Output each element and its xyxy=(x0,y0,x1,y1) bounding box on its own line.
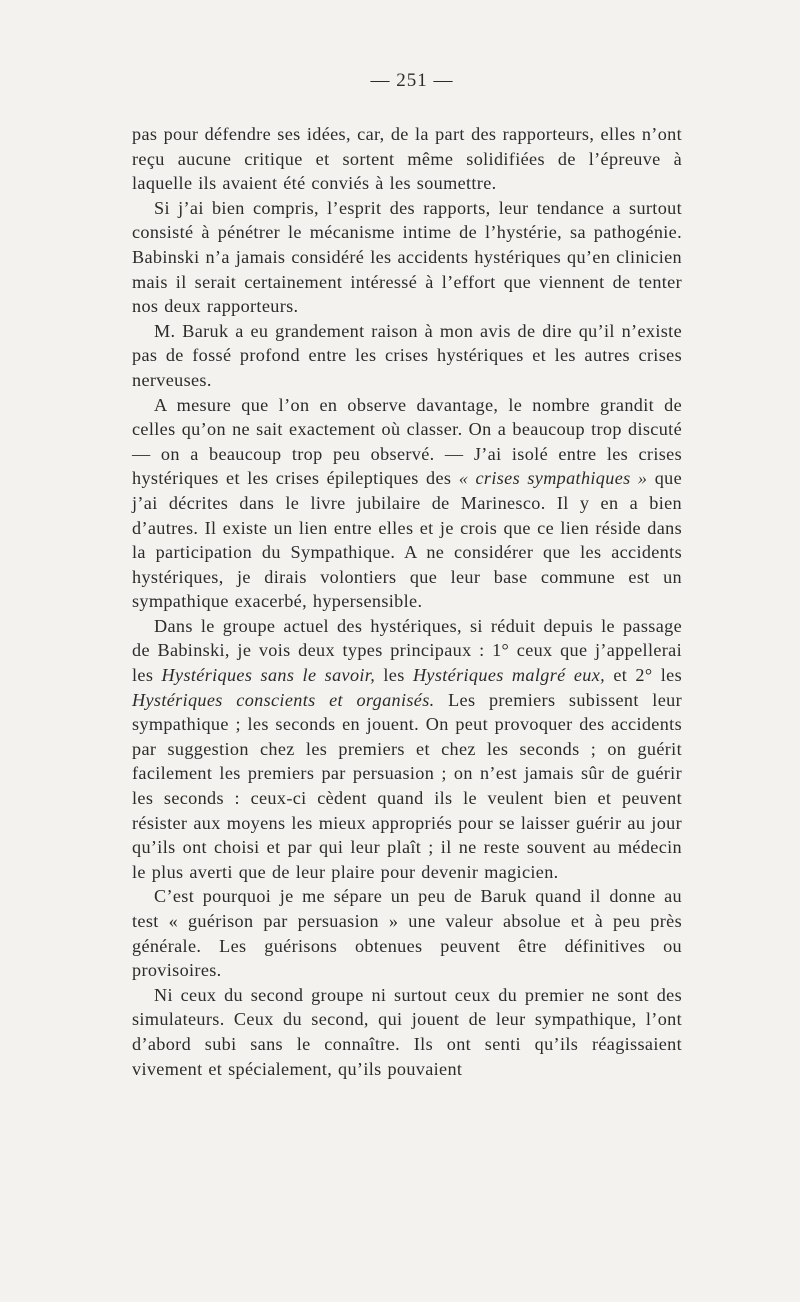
paragraph-7: Ni ceux du second groupe ni surtout ceux du premier ne sont des simulateurs. Ceux du second, qui jouent de leur sympathique, l’ont d’abord subi sans le connaître. Ils ont senti qu’ils réagissaient vivement et spécialement, qu’ils pouvaient xyxy=(132,984,682,1079)
paragraph-5-text-g: Les premiers subissent leur sympathique ; les seconds en jouent. On peut provoquer des accidents par suggestion chez les premiers et chez les seconds ; on guérit facilement les premiers par persuasion ; on n’est jamais sûr de guérir les seconds : ceux-ci cèdent quand ils le veulent bien et peuvent résister aux moyens les mieux appropriés pour se laisser guérir au jour qu’ils ont choisi et par qui leur plaît ; il ne reste souvent au médecin le plus averti que de leur plaire pour devenir magicien. xyxy=(132,689,682,882)
paragraph-4-text-a: A mesure que l’on en observe davantage, le nombre grandit de celles qu’on ne sait exactement où classer. On a beaucoup trop discuté — on a beaucoup trop peu observé. — J’ai isolé entre les crises hystériques et les crises épileptiques des xyxy=(132,394,682,489)
paragraph-5 xyxy=(132,614,682,885)
paragraph-2: Si j’ai bien compris, l’esprit des rapports, leur tendance a surtout consisté à pénétrer le mécanisme intime de l’hystérie, sa pathogénie. Babinski n’a jamais considéré les accidents hystériques qu’en clinicien mais il serait certainement intéressé à l’effort que viennent de tenter nos deux rapporteurs. xyxy=(132,197,682,317)
hysteriques-conscients-term: Hystériques conscients et organisés. xyxy=(132,689,435,710)
paragraph-3: M. Baruk a eu grandement raison à mon avis de dire qu’il n’existe pas de fossé profond entre les crises hystériques et les autres crises nerveuses. xyxy=(132,320,682,390)
crises-sympathiques-term: « crises sympathiques » xyxy=(458,468,648,489)
paragraph-4-text-c: que j’ai décrites dans le livre jubilaire de Marinesco. Il y en a bien d’autres. Il existe un lien entre elles et je crois que ce lien réside dans la participation du Sympathique. A ne considérer que les accidents hystériques, je dirais volontiers que leur base commune est un sympathique exacerbé, hypersensible. xyxy=(132,468,682,612)
hysteriques-sans-le-savoir-term: Hystériques sans le savoir, xyxy=(161,665,376,686)
paragraph-5-text-e: et 2° les xyxy=(613,665,682,686)
paragraph-5-text-a: Dans le groupe actuel des hystériques, si réduit depuis le passage de Babinski, je vois deux types principaux : 1° ceux que j’appellerai les xyxy=(132,615,682,686)
body-text xyxy=(132,122,682,1081)
paragraph-1: pas pour défendre ses idées, car, de la part des rapporteurs, elles n’ont reçu aucune critique et sortent même solidifiées de l’épreuve à laquelle ils avaient été conviés à les soumettre. xyxy=(132,124,682,194)
paragraph-6: C’est pourquoi je me sépare un peu de Baruk quand il donne au test « guérison par persuasion » une valeur absolue et à peu près générale. Les guérisons obtenues peuvent être définitives ou provisoires. xyxy=(132,886,682,981)
page-number: — 251 — xyxy=(370,70,454,91)
hysteriques-malgre-eux-term: Hystériques malgré eux, xyxy=(412,665,606,686)
paragraph-5-text-c: les xyxy=(383,665,405,686)
paragraph-4 xyxy=(132,393,682,614)
